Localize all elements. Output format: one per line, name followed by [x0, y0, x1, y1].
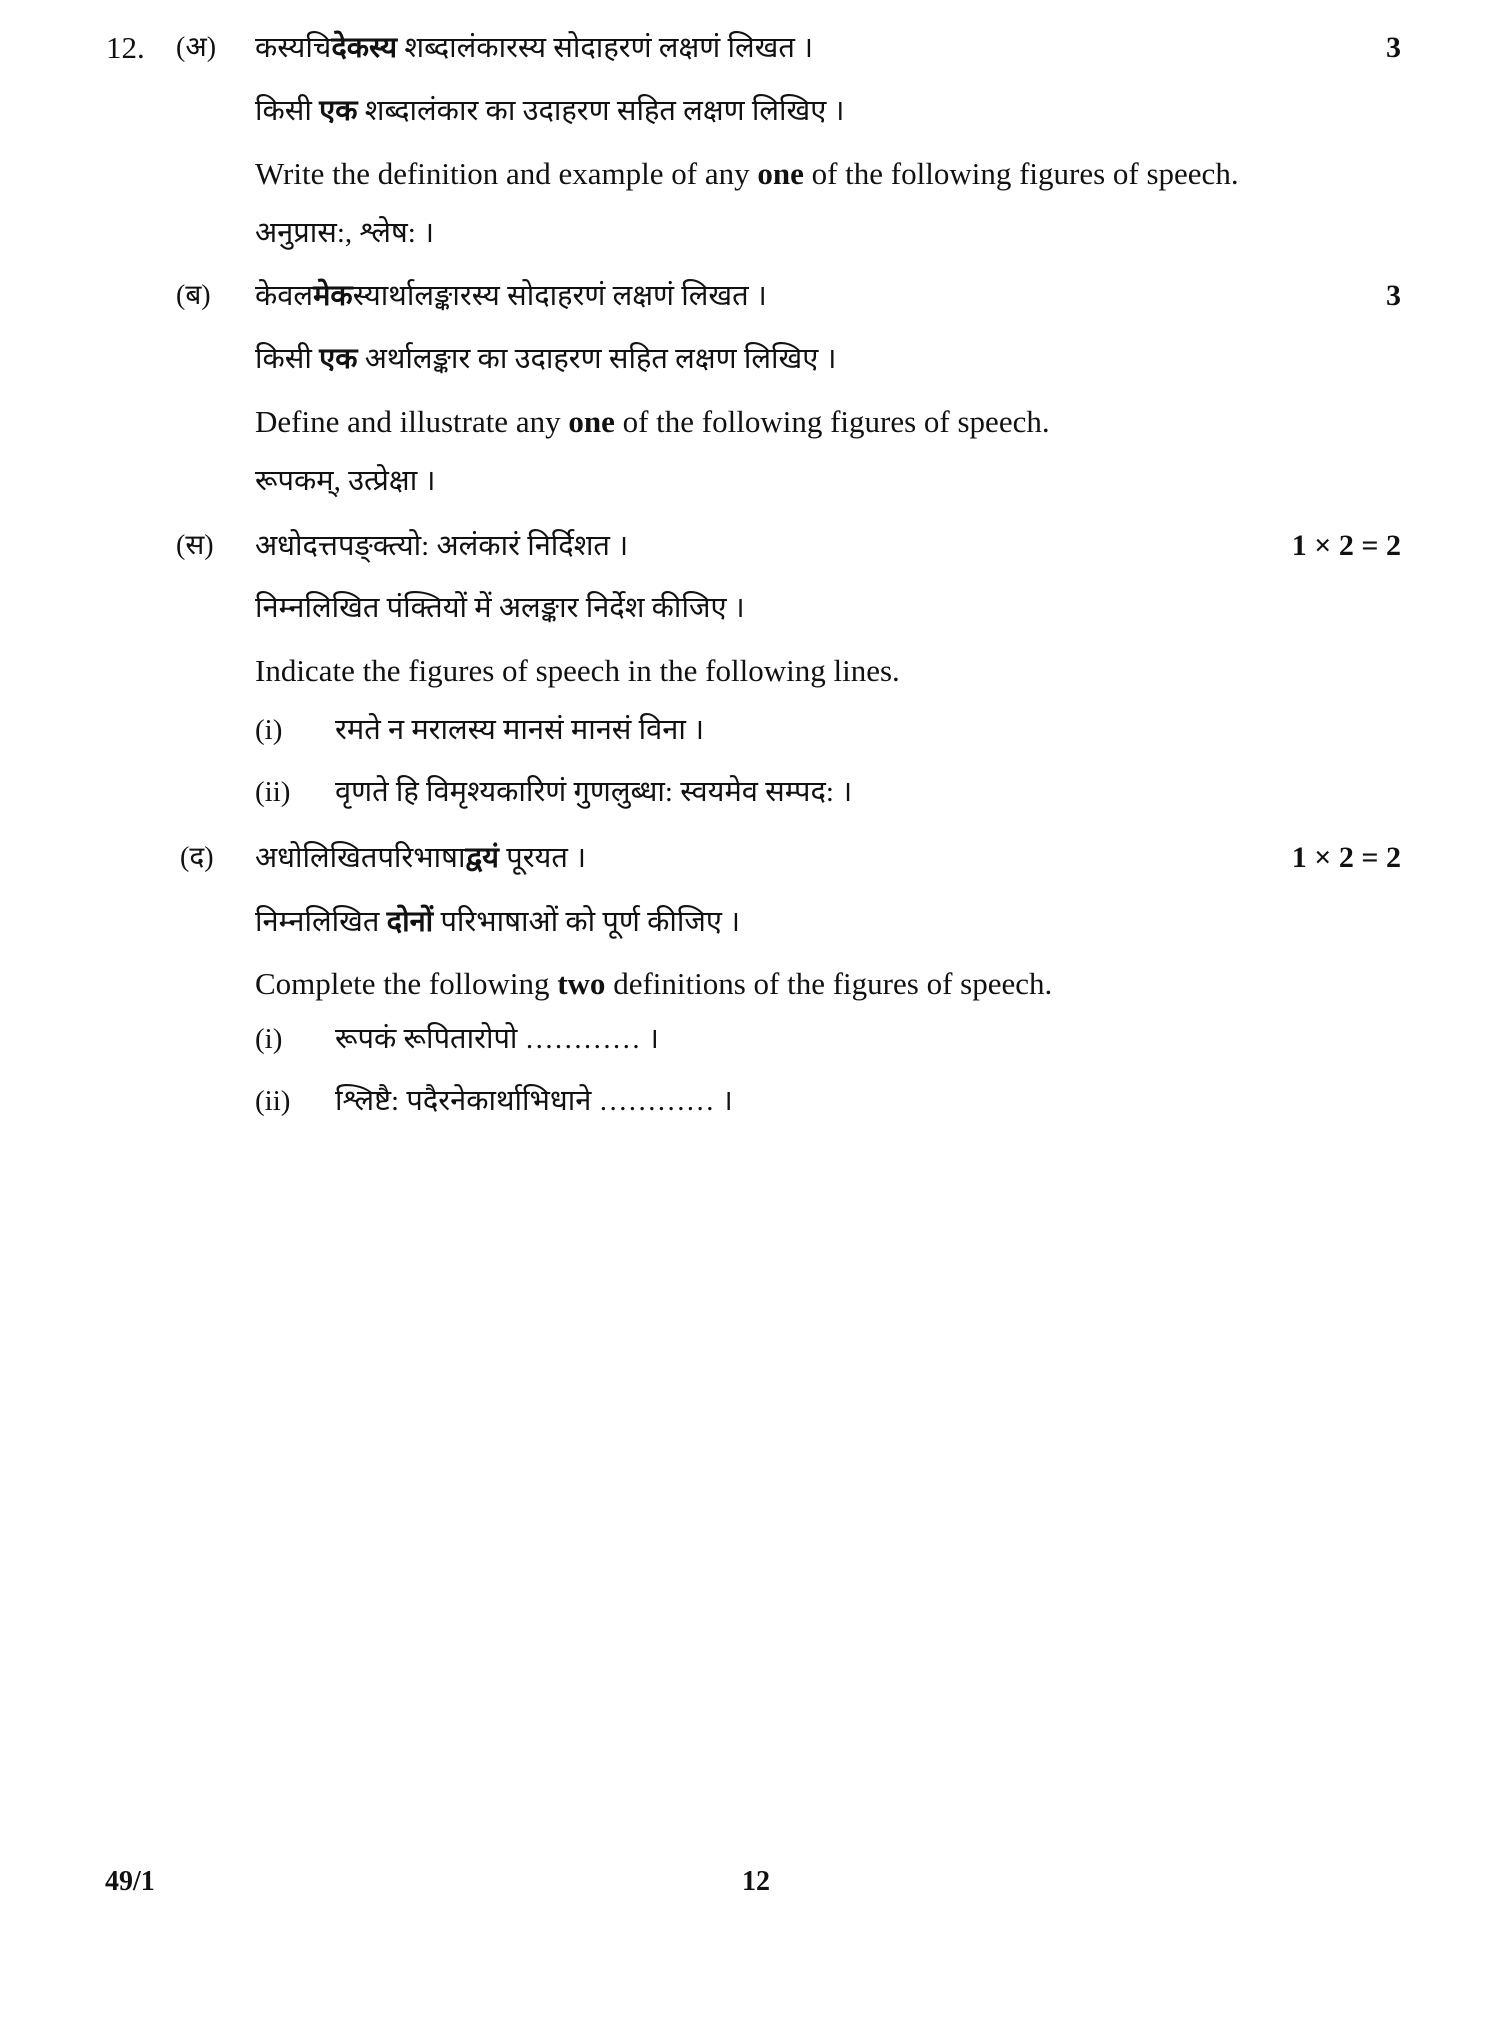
part-a-sanskrit	[255, 30, 813, 66]
text: definitions of the figures of speech.	[605, 966, 1053, 1001]
part-d-english	[255, 966, 1052, 1002]
text: Write the definition and example of any	[255, 156, 758, 191]
text: पूरयत ।	[498, 842, 587, 874]
part-c-item-text: वृणते हि विमृश्यकारिणं गुणलुब्धा: स्वयमेव सम्पद: ।	[335, 776, 853, 808]
text: Complete the following	[255, 966, 558, 1001]
part-d-item-text: रूपकं रूपितारोपो ………… ।	[335, 1023, 659, 1055]
part-d-sanskrit	[255, 840, 586, 876]
emphasis: द्वयं	[465, 842, 499, 874]
part-a-options: अनुप्रास:, श्लेष: ।	[255, 217, 435, 249]
part-c-hindi: निम्नलिखित पंक्तियों में अलङ्कार निर्देश कीजिए ।	[255, 592, 745, 624]
part-a-marks: 3	[1386, 31, 1401, 64]
text: किसी	[255, 343, 320, 375]
text: निम्नलिखित	[255, 906, 387, 938]
text: शब्दालंकारस्य सोदाहरणं लक्षणं लिखत ।	[397, 32, 814, 64]
text: केवल	[255, 280, 314, 312]
text: अधोलिखितपरिभाषा	[255, 842, 466, 874]
text: स्यार्थालङ्कारस्य सोदाहरणं लक्षणं लिखत ।	[352, 280, 767, 312]
part-d-item-num: (ii)	[255, 1085, 291, 1117]
part-label-d: (द)	[180, 842, 214, 873]
emphasis: one	[568, 404, 615, 439]
question-number: 12.	[106, 30, 145, 65]
part-c-english: Indicate the figures of speech in the following lines.	[255, 653, 900, 688]
part-c-marks: 1 × 2 = 2	[1291, 529, 1401, 562]
part-b-marks: 3	[1386, 279, 1401, 312]
emphasis: एक	[319, 343, 358, 375]
part-c-item-num: (ii)	[255, 776, 291, 808]
text: कस्यचि	[255, 32, 332, 64]
text: परिभाषाओं को पूर्ण कीजिए ।	[433, 906, 741, 938]
part-c-item-text: रमते न मरालस्य मानसं मानसं विना ।	[335, 714, 705, 746]
text: Define and illustrate any	[255, 404, 569, 439]
part-label-c: (स)	[176, 530, 214, 561]
part-a-english	[255, 156, 1239, 192]
part-b-options: रूपकम्, उत्प्रेक्षा ।	[255, 465, 436, 497]
emphasis: देकस्य	[331, 32, 398, 64]
emphasis: one	[757, 156, 804, 191]
part-label-b: (ब)	[176, 280, 211, 311]
emphasis: एक	[319, 95, 358, 127]
part-b-english	[255, 404, 1050, 440]
text: अर्थालङ्कार का उदाहरण सहित लक्षण लिखिए ।	[357, 343, 837, 375]
part-d-item-num: (i)	[255, 1023, 283, 1055]
paper-code: 49/1	[105, 1866, 155, 1897]
text: किसी	[255, 95, 320, 127]
part-c-item-num: (i)	[255, 714, 283, 746]
page-number: 12	[742, 1866, 770, 1897]
part-d-marks: 1 × 2 = 2	[1291, 841, 1401, 874]
part-b-sanskrit	[255, 278, 767, 314]
text: of the following figures of speech.	[614, 404, 1050, 439]
part-c-sanskrit: अधोदत्तपङ्क्त्यो: अलंकारं निर्दिशत ।	[255, 530, 629, 562]
emphasis: दोनों	[386, 906, 434, 938]
part-b-hindi	[255, 341, 837, 377]
text: शब्दालंकार का उदाहरण सहित लक्षण लिखिए ।	[357, 95, 845, 127]
text: of the following figures of speech.	[803, 156, 1239, 191]
part-d-hindi	[255, 904, 740, 940]
part-d-item-text: श्लिष्टै: पदैरनेकार्थाभिधाने ………… ।	[335, 1085, 733, 1117]
emphasis: मेक	[313, 280, 353, 312]
part-a-hindi	[255, 93, 845, 129]
emphasis: two	[557, 966, 606, 1001]
part-label-a: (अ)	[176, 32, 217, 63]
